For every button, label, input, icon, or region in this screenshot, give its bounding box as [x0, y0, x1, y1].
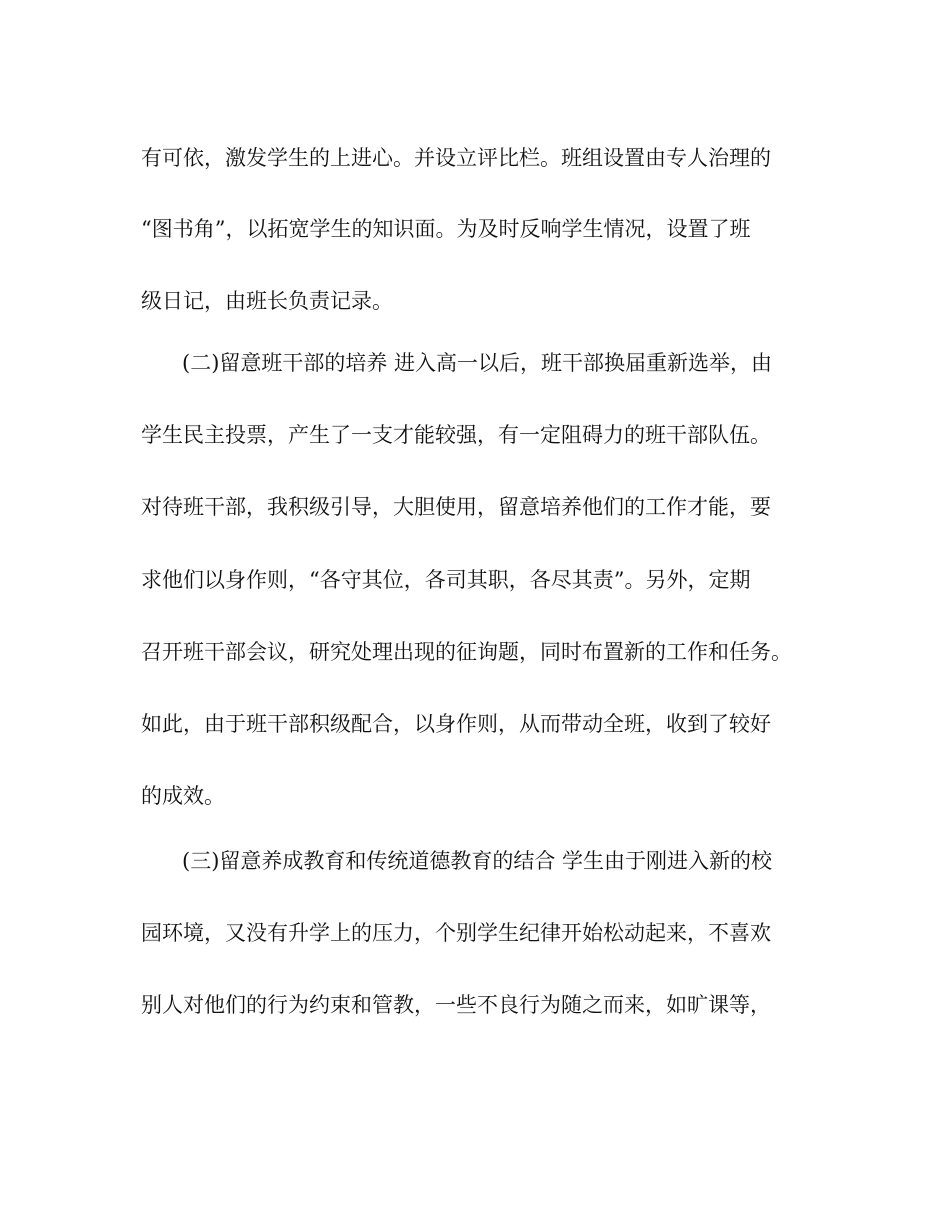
text-line [0, 209, 950, 249]
text-line-content: (二)留意班干部的培养 进入高一以后，班干部换届重新选举，由 [182, 351, 773, 375]
text-line [0, 415, 950, 455]
text-line [0, 487, 950, 527]
text-line-content: (三)留意养成教育和传统道德教育的结合 学生由于刚进入新的校 [182, 849, 773, 873]
text-line [0, 632, 950, 672]
text-line [0, 281, 950, 321]
paragraph-heading-line [0, 841, 950, 881]
text-line [0, 138, 950, 178]
text-line-content: 园环境，又没有升学上的压力，个别学生纪律开始松动起来，不喜欢 [141, 921, 771, 945]
text-line [0, 913, 950, 953]
text-line-content: 召开班干部会议，研究处理出现的征询题，同时布置新的工作和任务。 [141, 640, 792, 664]
text-line-content: 的成效。 [141, 784, 225, 808]
text-line-content: 学生民主投票，产生了一支才能较强，有一定阻碍力的班干部队伍。 [141, 423, 771, 447]
text-line-content: 别人对他们的行为约束和管教，一些不良行为随之而来，如旷课等， [141, 993, 771, 1017]
text-line [0, 704, 950, 744]
text-line-content: 求他们以身作则，“各守其位，各司其职，各尽其责”。另外，定期 [141, 568, 751, 592]
text-line-content: “图书角”，以拓宽学生的知识面。为及时反响学生情况，设置了班 [141, 217, 751, 241]
paragraph-heading-line [0, 343, 950, 383]
text-line-content: 有可依，激发学生的上进心。并设立评比栏。班组设置由专人治理的 [141, 146, 771, 170]
text-line-content: 对待班干部，我积级引导，大胆使用，留意培养他们的工作才能，要 [141, 495, 771, 519]
text-line [0, 560, 950, 600]
text-line-content: 级日记，由班长负责记录。 [141, 289, 393, 313]
text-line-content: 如此，由于班干部积级配合，以身作则，从而带动全班，收到了较好 [141, 712, 771, 736]
text-line [0, 985, 950, 1025]
text-line [0, 776, 950, 816]
